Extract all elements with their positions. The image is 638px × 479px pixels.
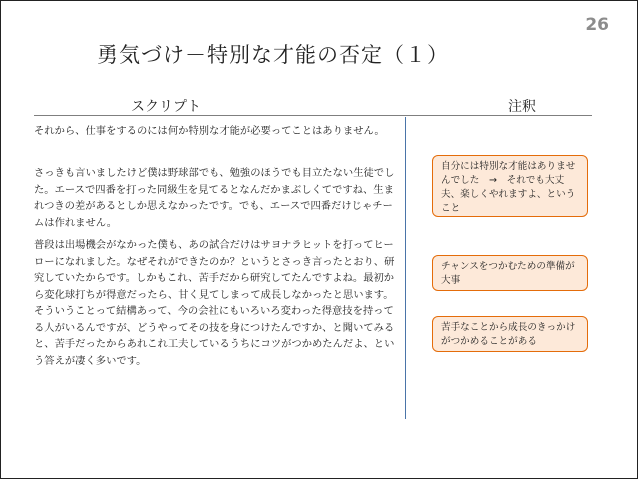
- column-divider: [405, 117, 406, 419]
- script-paragraph-1: それから、仕事をするのには何か特別な才能が必要ってことはありません。: [34, 125, 385, 137]
- page-number: 26: [585, 15, 609, 35]
- script-paragraph-3: 普段は出場機会がなかった僕も、あの試合だけはサヨナラヒットを打ってヒーローになれました。なぜそれができたのか？というとさっき言ったとおり、研究していたからです。しかもこれ、苦手だから研究してたんですよね。最初から変化球打ちが得意だったら、甘く見てしまって成長しなかったと思います。そういうことって結構あって、今の会社にもいろいろ変わった得意技を持ってる人がいるんですが、どうやってその技を身につけたんですか、と聞いてみると、苦手だったからあれこれ工夫しているうちにコツがつかめたんだよ、という答えが凄く多いです。: [34, 239, 395, 367]
- header-divider: [34, 115, 592, 116]
- note-box-1: 自分には特別な才能はありませんでした → それでも大丈夫、楽しくやれますよ、ということ: [432, 155, 588, 217]
- script-column-header: スクリプト: [131, 99, 201, 115]
- slide-title: 勇気づけ－特別な才能の否定（１）: [97, 43, 449, 67]
- note-box-2: チャンスをつかむための準備が大事: [432, 255, 588, 291]
- script-paragraph-2: さっきも言いましたけど僕は野球部でも、勉強のほうでも目立たない生徒でした。エースで四番を打った同級生を見てるとなんだかまぶしくてですね、生まれつきの差があるとしか思えなかったです。でも、エースで四番だけじゃチームは作れません。: [34, 167, 395, 229]
- note-box-3: 苦手なことから成長のきっかけがつかめることがある: [432, 316, 588, 352]
- notes-column-header: 注釈: [508, 99, 536, 115]
